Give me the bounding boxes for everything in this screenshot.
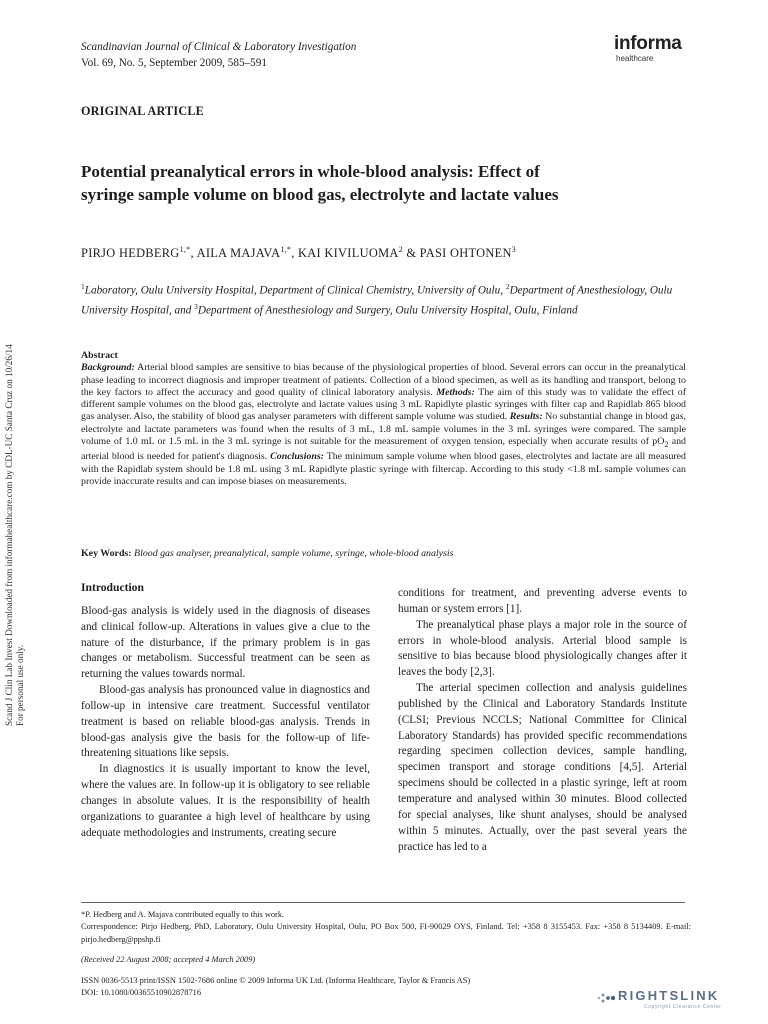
paragraph: Blood-gas analysis has pronounced value in diagnostics and follow-up in intensive care treatment. Successful ventilator treatment is based on reliable blood-gas analysis. Trends in blood-gas analysis give the basis for the follow-up of life-threatening situations like sepsis. [81,684,370,760]
article-type: ORIGINAL ARTICLE [81,104,204,118]
paragraph: Blood-gas analysis is widely used in the diagnosis of diseases and clinical follow-up. Alterations in values give a clue to the nature of the disturbance, if the primary problem is in gas changes or metabolism. Successful treatment can be seen as returning the values towards normal. [81,604,370,681]
rightslink-wordmark: RIGHTSLINK [618,988,720,1003]
journal-issue: Vol. 69, No. 5, September 2009, 585–591 [81,57,267,69]
affiliation-text: Department of Anesthesiology and Surgery, Oulu University Hospital, Oulu, Finland [197,304,578,317]
paragraph: The preanalytical phase plays a major role in the source of errors in whole-blood analysis. Arterial blood sample is sensitive to bias because blood physiologically changes after it leaves the body [2,3]. [398,618,687,679]
background-label: Background: [81,362,135,374]
affiliation-mark: 2 [505,282,510,291]
affiliation-mark: 1 [81,282,85,291]
article-title [81,160,701,206]
download-watermark [4,298,34,726]
author-affiliation-mark: 2 [398,245,403,254]
footnote-equal-contribution: *P. Hedberg and A. Majava contributed equally to this work. [81,910,285,919]
journal-header [81,39,356,71]
doi-line: DOI: 10.1080/00365510902878716 [81,988,202,998]
footnote-correspondence: Correspondence: Pirjo Hedberg, PhD, Laboratory, Oulu University Hospital, Oulu, PO Box 500, FI-90029 OYS, Finland. Tel: +358 8 3155453. Fax: +358 8 5134409. E-mail: pirjo.hedberg@ppshp.fi [81,922,691,944]
methods-text: The aim of this study was to validate the effect of different sample volumes on the blood gas, electrolyte and lactate values using 3 mL Rapidlyte plastic syringes with filter cap and Rapidlab 865 blood gas analyser. Also, the stability of blood gas analyser parameters with different sample volume was studied. [81,386,687,423]
results-text: No substantial change in blood gas, electrolyte and lactate parameters was found when the results of 3 mL, 1.8 mL sample volumes in the 3 mL syringes were compared. The sample volume of 1.0 mL or 1.5 mL in the 3 mL syringe is not suitable for the measurement of oxygen tension, especially when accurate results of pO [81,411,687,448]
conclusions-text: The minimum sample volume when blood gases, electrolytes and lactate are all measured with the Rapidlab system should be 1.8 mL using 3 mL Rapidlyte plastic syringe with filtercap. According to this study <1.8 mL sample volumes can provide inaccurate results and can impose biases on measurements. [81,451,686,487]
publisher-brand: informa [614,33,682,54]
title-line-1: Potential preanalytical errors in whole-blood analysis: Effect of [81,162,540,181]
author-list [81,245,516,261]
keywords-label: Key Words: [81,548,132,559]
rightslink-logo [594,988,762,1012]
watermark-line-2: For personal use only. [15,644,25,726]
publisher-subbrand: healthcare [616,54,654,63]
paragraph: conditions for treatment, and preventing adverse events to human or system errors [1]. [398,587,687,615]
rightslink-dots-icon [596,991,616,1005]
journal-name: Scandinavian Journal of Clinical & Laboratory Investigation [81,41,357,53]
received-dates: (Received 22 August 2008; accepted 4 March 2009) [81,955,256,964]
background-text: Arterial blood samples are sensitive to bias because of the physiological properties of blood. Several errors can occur in the preanalytical phase leading to incorrect diagnosis and improper treatment of patients. Collection of a blood specimen, as well as its handling and transport, belong to the key factors to affect the accuracy and good quality of clinical laboratory analysis. [81,362,686,398]
author-affiliation-mark: 1,* [280,245,292,254]
methods-label: Methods: [436,386,475,398]
keywords [81,548,691,560]
publisher-logo [614,34,682,64]
author-affiliation-mark: 1,* [179,245,191,254]
conclusions-label: Conclusions: [270,451,324,463]
author-name: , KAI KIVILUOMA [291,246,399,261]
paragraph: The arterial specimen collection and analysis guidelines published by the Clinical and Laboratory Standards Institute (CLSI; Previous NCCLS; National Committee for Clinical Laboratory Standards) has provided specific recommendations regarding specimen collection devices, sample handling, specimen transport and storage conditions [4,5]. Arterial specimens should be collected in a plastic syringe, left at room temperature and analysed within 30 minutes. Blood collected for special analyses, like shunt analyses, should be analysed within 5 minutes. Actually, over the past several years the practice has led to a [398,682,687,853]
author-name: PIRJO HEDBERG [81,246,180,261]
affiliation-mark: 3 [194,302,198,312]
results-label: Results: [509,411,543,423]
title-line-2: syringe sample volume on blood gas, electrolyte and lactate values [81,185,559,204]
rightslink-tagline: Copyright Clearance Center [644,1004,722,1010]
keywords-value: Blood gas analyser, preanalytical, sample volume, syringe, whole-blood analysis [134,548,454,559]
results-subscript: 2 [664,440,669,450]
affiliations [81,279,691,319]
affiliation-text: Laboratory, Oulu University Hospital, Department of Clinical Chemistry, University of Oulu, [84,284,506,297]
section-heading: Introduction [81,581,144,594]
body-column-left [81,580,370,842]
results-text-cont: and arterial blood is needed for patient's diagnosis. [81,436,686,463]
issn-info [81,975,470,1000]
affiliation-text: Department of Anesthesiology, Oulu University Hospital, and [81,284,673,317]
watermark-line-1: Scand J Clin Lab Invest Downloaded from informahealthcare.com by CDL-UC Santa Cruz on 10/26/14 [4,344,14,726]
abstract [81,350,686,488]
issn-line: ISSN 0036-5513 print/ISSN 1502-7686 online © 2009 Informa UK Ltd. (Informa Healthcare, Taylor & Francis AS) [81,976,471,985]
author-name: & PASI OHTONEN [402,246,512,261]
body-column-right [398,586,687,855]
author-affiliation-mark: 3 [511,245,517,254]
footnote-divider [81,902,685,903]
paragraph: In diagnostics it is usually important to know the level, where the values are. In follow-up it is obligatory to see reliable changes in absolute values. It is the responsibility of health organizations to guarantee a high level of healthcare by using adequate methodologies and instruments, creating secure [81,763,370,839]
abstract-heading: Abstract [81,350,118,361]
author-name: , AILA MAJAVA [190,246,281,261]
footnotes [81,909,691,946]
